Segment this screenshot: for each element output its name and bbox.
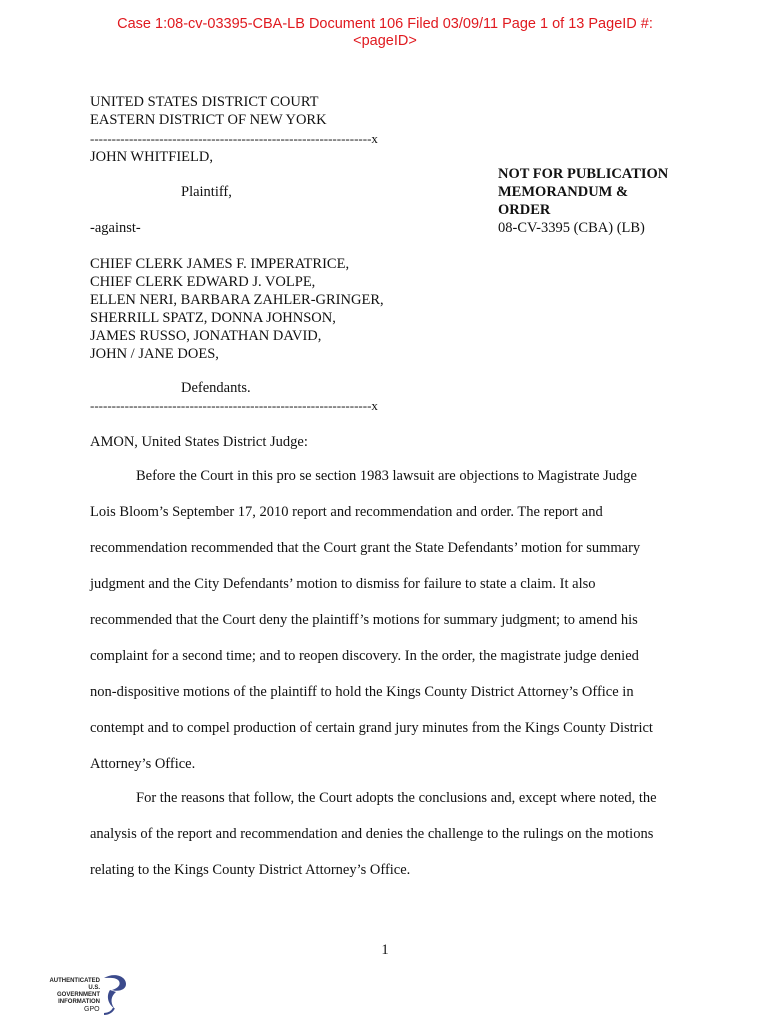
paragraph-line: Lois Bloom’s September 17, 2010 report and recommendation and order. The report and	[90, 504, 603, 520]
plaintiff-name: JOHN WHITFIELD,	[90, 149, 213, 165]
paragraph-line: Attorney’s Office.	[90, 756, 196, 772]
plaintiff-label: Plaintiff,	[181, 184, 232, 200]
defendant-line: CHIEF CLERK EDWARD J. VOLPE,	[90, 274, 316, 290]
defendant-line: JAMES RUSSO, JONATHAN DAVID,	[90, 328, 322, 344]
defendant-line: SHERRILL SPATZ, DONNA JOHNSON,	[90, 310, 336, 326]
caption-divider-top: -----------------------------------------------------------------x	[90, 131, 378, 146]
paragraph-line: Before the Court in this pro se section 1983 lawsuit are objections to Magistrate Judge	[136, 468, 637, 484]
paragraph-line: contempt and to compel production of certain grand jury minutes from the Kings County District	[90, 720, 653, 736]
paragraph-line: non-dispositive motions of the plaintiff to hold the Kings County District Attorney’s Office in	[90, 684, 634, 700]
against-label: -against-	[90, 220, 141, 236]
case-header-line1: Case 1:08-cv-03395-CBA-LB Document 106 Filed 03/09/11 Page 1 of 13 PageID #:	[117, 16, 653, 32]
paragraph-line: relating to the Kings County District Attorney’s Office.	[90, 862, 411, 878]
publication-line1: NOT FOR PUBLICATION	[498, 166, 669, 182]
case-header	[0, 16, 770, 50]
gpo-line: U.S. GOVERNMENT	[56, 985, 100, 998]
paragraph-line: recommended that the Court deny the plaintiff’s motions for summary judgment; to amend his	[90, 612, 638, 628]
court-line1: UNITED STATES DISTRICT COURT	[90, 94, 319, 110]
paragraph-line: For the reasons that follow, the Court adopts the conclusions and, except where noted, the	[136, 790, 657, 806]
defendants-label: Defendants.	[181, 380, 251, 396]
court-line2: EASTERN DISTRICT OF NEW YORK	[90, 112, 327, 128]
gpo-sub-label: GPO	[84, 1006, 100, 1013]
paragraph-line: analysis of the report and recommendation and denies the challenge to the rulings on the motions	[90, 826, 654, 842]
publication-line2: MEMORANDUM &	[498, 184, 629, 200]
gpo-authentication-logo	[44, 972, 134, 1017]
case-number: 08-CV-3395 (CBA) (LB)	[498, 220, 645, 236]
judge-line: AMON, United States District Judge:	[90, 434, 308, 450]
court-name	[90, 93, 327, 129]
case-header-line2: <pageID>	[353, 33, 417, 49]
publication-status	[498, 165, 688, 219]
defendant-line: ELLEN NERI, BARBARA ZAHLER-GRINGER,	[90, 292, 384, 308]
gpo-line: INFORMATION	[58, 999, 100, 1005]
gpo-line: AUTHENTICATED	[49, 978, 100, 984]
paragraph-line: recommendation recommended that the Court grant the State Defendants’ motion for summary	[90, 540, 641, 556]
defendants-list	[90, 255, 384, 363]
gpo-logo-text	[44, 978, 100, 1006]
eagle-icon	[96, 972, 130, 1016]
page-number: 1	[381, 942, 389, 958]
defendant-line: JOHN / JANE DOES,	[90, 346, 219, 362]
paragraph-line: judgment and the City Defendants’ motion to dismiss for failure to state a claim. It also	[90, 576, 596, 592]
defendant-line: CHIEF CLERK JAMES F. IMPERATRICE,	[90, 256, 350, 272]
paragraph-line: complaint for a second time; and to reopen discovery. In the order, the magistrate judge denied	[90, 648, 639, 664]
publication-line3: ORDER	[498, 202, 551, 218]
caption-divider-bottom: -----------------------------------------------------------------x	[90, 398, 378, 413]
